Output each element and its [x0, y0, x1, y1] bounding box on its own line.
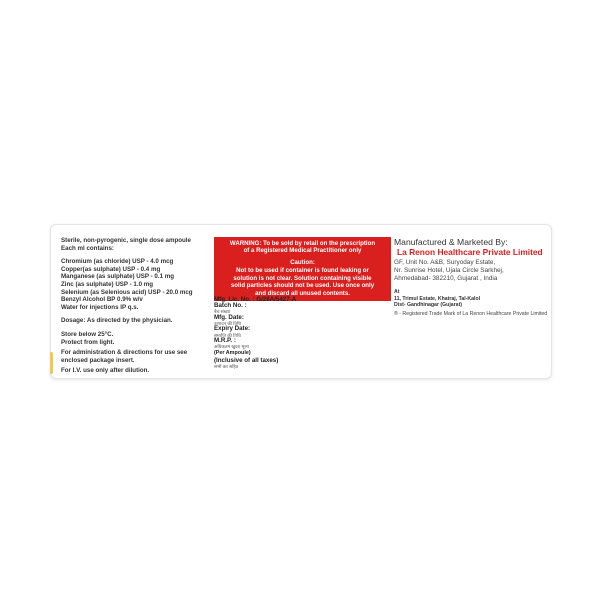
- caution-line: solid particles should not be used. Use once only: [230, 282, 375, 290]
- storage-line: Protect from light.: [61, 338, 115, 346]
- mrp-hindi: अधिकतम खुदरा मूल्य: [214, 344, 250, 350]
- warning-box: [214, 237, 391, 259]
- per-ampoule: (Per Ampoule): [214, 349, 251, 356]
- batch-number-hindi: बैच संख्या: [214, 309, 231, 315]
- expiry-date-label: Expiry Date:: [214, 325, 251, 333]
- ingredient-line: Manganese (as sulphate) USP - 0.1 mg: [61, 273, 175, 281]
- iv-line: For I.V. use only after dilution.: [61, 367, 150, 375]
- inclusive-taxes-hindi: सभी कर सहित: [214, 364, 239, 370]
- mfg-date-hindi: उत्पादन की तिथि: [214, 321, 242, 327]
- address-line: Ahmedabad- 382210, Gujarat , India: [394, 275, 498, 283]
- sterile-line: Sterile, non-pyrogenic, single dose ampoule: [61, 237, 191, 244]
- manufacturer-title: Manufactured & Marketed By:: [394, 237, 508, 247]
- manufacturer-address: [394, 259, 504, 284]
- plant-address-line: 11, Trimul Estate, Khatraj, Tal-Kalol: [394, 295, 481, 302]
- each-ml-line: Each ml contains:: [61, 244, 114, 252]
- medicine-label: [50, 224, 552, 379]
- address-line: GF, Unit No. A&B, Suryoday Estate,: [394, 259, 496, 266]
- warning-line: of a Registered Medical Practitioner only: [243, 247, 362, 255]
- plant-address-line: Dist- Gandhinagar (Gujarat): [394, 302, 463, 309]
- dosage-line: Dosage: As directed by the physician.: [61, 317, 173, 325]
- composition-column: [61, 237, 226, 375]
- expiry-date-hindi: समाप्ति की तिथि: [214, 332, 241, 338]
- ingredient-line: Water for injections IP q.s.: [61, 303, 139, 311]
- storage-line: Store below 25°C.: [61, 330, 114, 338]
- batch-details: [214, 297, 296, 369]
- admin-line: enclosed package insert.: [61, 356, 135, 364]
- plant-address: [394, 289, 480, 309]
- caution-line: Not to be used if container is found leaking or: [236, 267, 369, 275]
- mfg-lic-number: Mfg. Lic. No. : G/28A/5427-A: [214, 296, 297, 303]
- admin-line: For administration & directions for use see: [61, 349, 188, 357]
- ingredient-line: Selenium (as Selenious acid) USP - 20.0 mcg: [61, 288, 193, 296]
- manufacturer-name: La Renon Healthcare Private Limited: [397, 247, 543, 257]
- warning-line: WARNING: To be sold by retail on the prescription: [229, 240, 376, 247]
- ingredient-line: Chromium (as chloride) USP - 4.0 mcg: [61, 258, 174, 266]
- inclusive-taxes: (Inclusive of all taxes): [214, 356, 279, 364]
- caution-line: and discard all unused contents.: [255, 289, 350, 297]
- ingredient-line: Benzyl Alcohol BP 0.9% w/v: [61, 296, 143, 304]
- mrp-label: M.R.P. :: [214, 337, 236, 345]
- address-line: Nr. Sunrise Hotel, Ujala Circle Sarkhej,: [394, 267, 504, 275]
- caution-line: solution is not clear. Solution containing visible: [233, 274, 372, 282]
- ingredient-line: Copper(as sulphate) USP - 0.4 mg: [61, 265, 161, 273]
- label-edge-strip: [50, 352, 53, 374]
- ingredient-line: Zinc (as sulphate) USP - 1.0 mg: [61, 280, 154, 288]
- batch-number-label: Batch No. :: [214, 302, 247, 310]
- at-label: At: [394, 289, 400, 295]
- caution-title: Caution:: [290, 259, 315, 266]
- caution-box: [214, 257, 391, 301]
- mfg-date-label: Mfg. Date:: [214, 313, 244, 321]
- trademark-note: ® - Registered Trade Mark of La Renon Healthcare Private Limited: [394, 311, 548, 317]
